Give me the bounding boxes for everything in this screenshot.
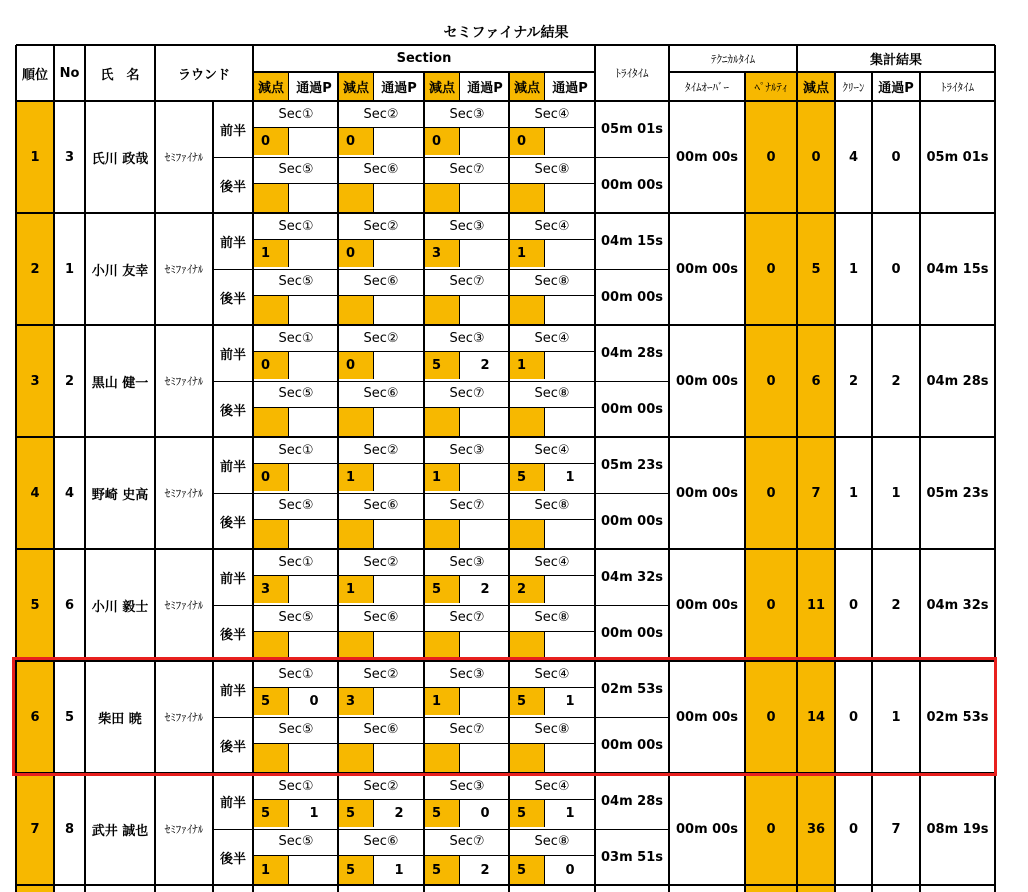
section-pass-p [545, 239, 595, 267]
rider-name: 小川 友幸 [91, 263, 149, 279]
section-deduction: 3 [424, 239, 460, 267]
header-pass-p: 通過P [381, 81, 417, 96]
section-deduction: 5 [253, 687, 289, 715]
section-deduction [509, 295, 545, 325]
section-label: Sec⑤ [278, 273, 314, 289]
header-deduction: 減点 [338, 72, 374, 101]
section-label: Sec⑤ [278, 161, 314, 177]
total-pass-cell: 7 [891, 821, 901, 837]
next-row-cell [797, 885, 835, 892]
first-half-label: 前半 [219, 123, 246, 139]
header-no: No [59, 65, 80, 81]
header-clean: ｸﾘｰﾝ [842, 80, 865, 94]
section-deduction: 0 [338, 351, 374, 379]
section-label: Sec⑦ [449, 385, 485, 401]
time-over-cell: 00m 00s [676, 709, 738, 725]
section-deduction [338, 743, 374, 773]
header-deduction: 減点 [253, 72, 289, 101]
section-pass-p [545, 407, 595, 437]
section-deduction: 2 [509, 575, 545, 603]
trial-time-first: 04m 15s [601, 233, 663, 249]
total-pass-cell: 0 [891, 149, 901, 165]
trial-time-second: 00m 00s [601, 513, 663, 529]
first-half-label: 前半 [219, 571, 246, 587]
section-deduction: 0 [253, 127, 289, 155]
no-cell: 8 [64, 821, 75, 837]
header-pass-p: 通過P [467, 81, 503, 96]
section-pass-p [460, 743, 510, 773]
section-pass-p [289, 631, 339, 661]
section-deduction: 0 [253, 351, 289, 379]
clean-cell: 0 [848, 709, 859, 725]
section-pass-p [460, 687, 510, 715]
next-row-cell [16, 885, 54, 892]
section-label: Sec⑧ [534, 721, 570, 737]
section-label: Sec⑥ [363, 161, 399, 177]
first-half-label: 前半 [219, 347, 246, 363]
section-deduction: 5 [509, 463, 545, 491]
section-label: Sec① [278, 442, 314, 458]
section-pass-p [460, 127, 510, 155]
section-deduction [253, 295, 289, 325]
section-label: Sec② [363, 218, 399, 234]
rider-name: 黒山 健一 [91, 375, 149, 391]
section-deduction: 5 [424, 855, 460, 885]
section-pass-p [374, 463, 424, 491]
section-deduction [253, 743, 289, 773]
section-label: Sec⑥ [363, 833, 399, 849]
section-label: Sec⑤ [278, 497, 314, 513]
section-pass-p [374, 687, 424, 715]
section-pass-p [374, 295, 424, 325]
section-deduction: 5 [253, 799, 289, 827]
section-label: Sec⑥ [363, 273, 399, 289]
section-deduction [424, 183, 460, 213]
section-label: Sec④ [534, 778, 570, 794]
penalty-cell: 0 [745, 773, 797, 885]
section-label: Sec③ [449, 218, 485, 234]
section-pass-p [289, 855, 339, 885]
section-label: Sec① [278, 554, 314, 570]
section-deduction [338, 631, 374, 661]
section-label: Sec① [278, 778, 314, 794]
section-pass-p [374, 407, 424, 437]
first-half-label: 前半 [219, 795, 246, 811]
section-deduction [509, 631, 545, 661]
penalty-cell: 0 [745, 325, 797, 437]
header-pass-p: 通過P [296, 81, 332, 96]
total-trial-time-cell: 04m 32s [926, 597, 989, 613]
header-round: ラウンド [177, 67, 230, 83]
rider-name: 野崎 史高 [91, 487, 149, 503]
section-label: Sec③ [449, 666, 485, 682]
section-pass-p: 1 [565, 693, 575, 709]
section-label: Sec⑤ [278, 609, 314, 625]
section-label: Sec② [363, 442, 399, 458]
header-time-over: ﾀｲﾑｵｰﾊﾞｰ [685, 80, 729, 94]
section-deduction [509, 407, 545, 437]
section-deduction [338, 295, 374, 325]
round-cell: ｾﾐﾌｧｲﾅﾙ [164, 599, 204, 612]
rank-cell: 7 [16, 773, 54, 885]
penalty-cell: 0 [745, 101, 797, 213]
section-deduction [509, 183, 545, 213]
total-pass-cell: 2 [891, 373, 901, 389]
section-pass-p [289, 407, 339, 437]
section-pass-p [545, 295, 595, 325]
section-deduction: 5 [338, 855, 374, 885]
section-pass-p [289, 183, 339, 213]
section-label: Sec⑦ [449, 273, 485, 289]
section-deduction: 3 [338, 687, 374, 715]
section-pass-p [374, 127, 424, 155]
total-pass-cell: 0 [891, 261, 901, 277]
section-deduction: 1 [509, 351, 545, 379]
total-trial-time-cell: 08m 19s [926, 821, 989, 837]
section-label: Sec④ [534, 106, 570, 122]
no-cell: 6 [64, 597, 75, 613]
section-deduction [253, 183, 289, 213]
trial-time-second: 00m 00s [601, 289, 663, 305]
section-deduction: 5 [424, 799, 460, 827]
section-label: Sec⑦ [449, 161, 485, 177]
section-label: Sec② [363, 106, 399, 122]
section-deduction: 0 [509, 127, 545, 155]
total-deduction-cell: 14 [797, 661, 835, 773]
section-pass-p [374, 631, 424, 661]
section-label: Sec② [363, 666, 399, 682]
section-label: Sec⑧ [534, 833, 570, 849]
section-deduction: 5 [509, 687, 545, 715]
section-label: Sec⑧ [534, 161, 570, 177]
section-pass-p [545, 519, 595, 549]
section-pass-p [289, 519, 339, 549]
section-pass-p [545, 743, 595, 773]
trial-time-second: 00m 00s [601, 625, 663, 641]
section-pass-p [545, 127, 595, 155]
trial-time-second: 00m 00s [601, 177, 663, 193]
section-deduction [338, 183, 374, 213]
rank-cell: 6 [16, 661, 54, 773]
section-label: Sec① [278, 666, 314, 682]
section-label: Sec③ [449, 554, 485, 570]
rank-cell: 1 [16, 101, 54, 213]
trial-time-first: 04m 28s [601, 793, 663, 809]
clean-cell: 4 [848, 149, 859, 165]
time-over-cell: 00m 00s [676, 821, 738, 837]
round-cell: ｾﾐﾌｧｲﾅﾙ [164, 263, 204, 276]
total-deduction-cell: 5 [797, 213, 835, 325]
section-pass-p [289, 575, 339, 603]
section-deduction: 1 [424, 687, 460, 715]
section-label: Sec② [363, 330, 399, 346]
rank-cell: 5 [16, 549, 54, 661]
section-pass-p: 0 [565, 862, 575, 878]
header-total-trial-time: ﾄﾗｲﾀｲﾑ [941, 80, 974, 94]
header-trial-time: ﾄﾗｲﾀｲﾑ [615, 67, 649, 80]
section-deduction [424, 631, 460, 661]
trial-time-first: 02m 53s [601, 681, 663, 697]
section-label: Sec④ [534, 218, 570, 234]
total-trial-time-cell: 05m 01s [926, 149, 989, 165]
header-pass-p: 通過P [552, 81, 588, 96]
section-deduction: 0 [424, 127, 460, 155]
round-cell: ｾﾐﾌｧｲﾅﾙ [164, 487, 204, 500]
section-pass-p [460, 519, 510, 549]
section-label: Sec⑦ [449, 497, 485, 513]
total-pass-cell: 1 [891, 709, 901, 725]
no-cell: 3 [64, 149, 75, 165]
section-label: Sec⑧ [534, 497, 570, 513]
section-pass-p [374, 183, 424, 213]
section-deduction: 1 [253, 239, 289, 267]
section-pass-p [374, 575, 424, 603]
section-pass-p: 1 [309, 805, 319, 821]
section-pass-p [545, 575, 595, 603]
header-total-results: 集計結果 [869, 53, 922, 68]
rider-name: 氏川 政哉 [91, 151, 149, 167]
time-over-cell: 00m 00s [676, 485, 738, 501]
no-cell: 4 [64, 485, 75, 501]
trial-time-first: 04m 32s [601, 569, 663, 585]
clean-cell: 1 [848, 261, 859, 277]
section-deduction: 5 [338, 799, 374, 827]
trial-time-second: 00m 00s [601, 401, 663, 417]
section-label: Sec④ [534, 442, 570, 458]
section-label: Sec⑤ [278, 721, 314, 737]
section-label: Sec① [278, 330, 314, 346]
section-pass-p: 0 [480, 805, 490, 821]
section-deduction [424, 519, 460, 549]
section-deduction: 5 [424, 351, 460, 379]
round-cell: ｾﾐﾌｧｲﾅﾙ [164, 711, 204, 724]
total-pass-cell: 2 [891, 597, 901, 613]
section-pass-p [460, 295, 510, 325]
section-deduction: 0 [338, 127, 374, 155]
section-label: Sec④ [534, 554, 570, 570]
section-pass-p: 1 [394, 862, 404, 878]
section-pass-p [460, 463, 510, 491]
section-label: Sec⑤ [278, 385, 314, 401]
trial-time-first: 05m 01s [601, 121, 663, 137]
time-over-cell: 00m 00s [676, 597, 738, 613]
section-deduction [509, 519, 545, 549]
no-cell: 1 [64, 261, 75, 277]
section-pass-p [374, 743, 424, 773]
header-name: 氏 名 [100, 67, 140, 83]
section-deduction [253, 631, 289, 661]
section-pass-p [545, 631, 595, 661]
section-pass-p [460, 407, 510, 437]
section-deduction [338, 407, 374, 437]
section-label: Sec⑥ [363, 721, 399, 737]
first-half-label: 前半 [219, 683, 246, 699]
no-cell: 5 [64, 709, 75, 725]
section-label: Sec⑧ [534, 609, 570, 625]
section-pass-p [289, 295, 339, 325]
clean-cell: 2 [848, 373, 859, 389]
section-deduction [424, 295, 460, 325]
penalty-cell: 0 [745, 661, 797, 773]
section-deduction [253, 407, 289, 437]
header-penalty: ﾍﾟﾅﾙﾃｨ [745, 72, 797, 101]
section-label: Sec⑥ [363, 497, 399, 513]
time-over-cell: 00m 00s [676, 373, 738, 389]
rank-cell: 2 [16, 213, 54, 325]
trial-time-second: 03m 51s [601, 849, 663, 865]
total-trial-time-cell: 04m 28s [926, 373, 989, 389]
time-over-cell: 00m 00s [676, 149, 738, 165]
round-cell: ｾﾐﾌｧｲﾅﾙ [164, 375, 204, 388]
round-cell: ｾﾐﾌｧｲﾅﾙ [164, 823, 204, 836]
section-pass-p [289, 127, 339, 155]
section-pass-p: 2 [480, 357, 490, 373]
section-label: Sec① [278, 218, 314, 234]
header-deduction: 減点 [424, 72, 460, 101]
section-pass-p [374, 351, 424, 379]
section-pass-p [289, 239, 339, 267]
section-pass-p: 1 [565, 469, 575, 485]
section-pass-p [545, 351, 595, 379]
time-over-cell: 00m 00s [676, 261, 738, 277]
section-deduction: 0 [338, 239, 374, 267]
section-pass-p [374, 519, 424, 549]
section-pass-p [289, 743, 339, 773]
total-pass-cell: 1 [891, 485, 901, 501]
section-label: Sec⑧ [534, 273, 570, 289]
section-deduction: 0 [253, 463, 289, 491]
section-pass-p: 0 [309, 693, 319, 709]
section-pass-p [289, 351, 339, 379]
clean-cell: 0 [848, 821, 859, 837]
first-half-label: 前半 [219, 235, 246, 251]
section-deduction: 1 [338, 575, 374, 603]
section-label: Sec② [363, 778, 399, 794]
rank-cell: 4 [16, 437, 54, 549]
rider-name: 柴田 暁 [98, 711, 142, 727]
page-title: セミファイナル結果 [443, 25, 569, 41]
total-deduction-cell: 36 [797, 773, 835, 885]
section-pass-p: 2 [480, 862, 490, 878]
trial-time-second: 00m 00s [601, 737, 663, 753]
total-deduction-cell: 7 [797, 437, 835, 549]
total-deduction-cell: 0 [797, 101, 835, 213]
clean-cell: 0 [848, 597, 859, 613]
second-half-label: 後半 [219, 291, 246, 307]
section-deduction [338, 519, 374, 549]
header-total-deduction: 減点 [797, 72, 835, 101]
rider-name: 小川 毅士 [91, 599, 149, 615]
total-trial-time-cell: 05m 23s [926, 485, 989, 501]
section-pass-p [460, 183, 510, 213]
trial-time-first: 04m 28s [601, 345, 663, 361]
total-trial-time-cell: 02m 53s [926, 709, 989, 725]
section-label: Sec③ [449, 442, 485, 458]
section-pass-p [374, 239, 424, 267]
section-deduction: 1 [509, 239, 545, 267]
clean-cell: 1 [848, 485, 859, 501]
section-deduction: 3 [253, 575, 289, 603]
next-row-cell [745, 885, 797, 892]
section-label: Sec② [363, 554, 399, 570]
section-label: Sec③ [449, 106, 485, 122]
penalty-cell: 0 [745, 437, 797, 549]
round-cell: ｾﾐﾌｧｲﾅﾙ [164, 151, 204, 164]
section-deduction: 5 [509, 855, 545, 885]
section-deduction [424, 743, 460, 773]
section-label: Sec⑦ [449, 833, 485, 849]
first-half-label: 前半 [219, 459, 246, 475]
section-deduction: 5 [509, 799, 545, 827]
trial-time-first: 05m 23s [601, 457, 663, 473]
section-deduction [509, 743, 545, 773]
section-deduction: 1 [253, 855, 289, 885]
header-section: Section [396, 51, 452, 66]
section-label: Sec③ [449, 330, 485, 346]
header-total-pass-p: 通過P [878, 81, 914, 96]
header-technical-time: ﾃｸﾆｶﾙﾀｲﾑ [711, 52, 755, 66]
second-half-label: 後半 [219, 739, 246, 755]
section-label: Sec⑧ [534, 385, 570, 401]
penalty-cell: 0 [745, 549, 797, 661]
second-half-label: 後半 [219, 851, 246, 867]
second-half-label: 後半 [219, 515, 246, 531]
section-label: Sec⑤ [278, 833, 314, 849]
section-label: Sec⑥ [363, 385, 399, 401]
section-pass-p [289, 463, 339, 491]
section-deduction: 1 [338, 463, 374, 491]
no-cell: 2 [64, 373, 75, 389]
penalty-cell: 0 [745, 213, 797, 325]
total-trial-time-cell: 04m 15s [926, 261, 989, 277]
section-pass-p: 2 [394, 805, 404, 821]
section-pass-p: 1 [565, 805, 575, 821]
section-label: Sec⑦ [449, 721, 485, 737]
section-pass-p: 2 [480, 581, 490, 597]
section-label: Sec④ [534, 330, 570, 346]
section-label: Sec③ [449, 778, 485, 794]
second-half-label: 後半 [219, 627, 246, 643]
section-deduction [424, 407, 460, 437]
section-pass-p [460, 631, 510, 661]
second-half-label: 後半 [219, 179, 246, 195]
rank-cell: 3 [16, 325, 54, 437]
section-label: Sec⑦ [449, 609, 485, 625]
total-deduction-cell: 6 [797, 325, 835, 437]
section-label: Sec① [278, 106, 314, 122]
header-rank: 順位 [21, 67, 48, 83]
section-pass-p [460, 239, 510, 267]
section-deduction [253, 519, 289, 549]
header-deduction: 減点 [509, 72, 545, 101]
second-half-label: 後半 [219, 403, 246, 419]
section-deduction: 1 [424, 463, 460, 491]
rider-name: 武井 誠也 [91, 823, 149, 839]
section-label: Sec④ [534, 666, 570, 682]
total-deduction-cell: 11 [797, 549, 835, 661]
section-label: Sec⑥ [363, 609, 399, 625]
section-pass-p [545, 183, 595, 213]
section-deduction: 5 [424, 575, 460, 603]
